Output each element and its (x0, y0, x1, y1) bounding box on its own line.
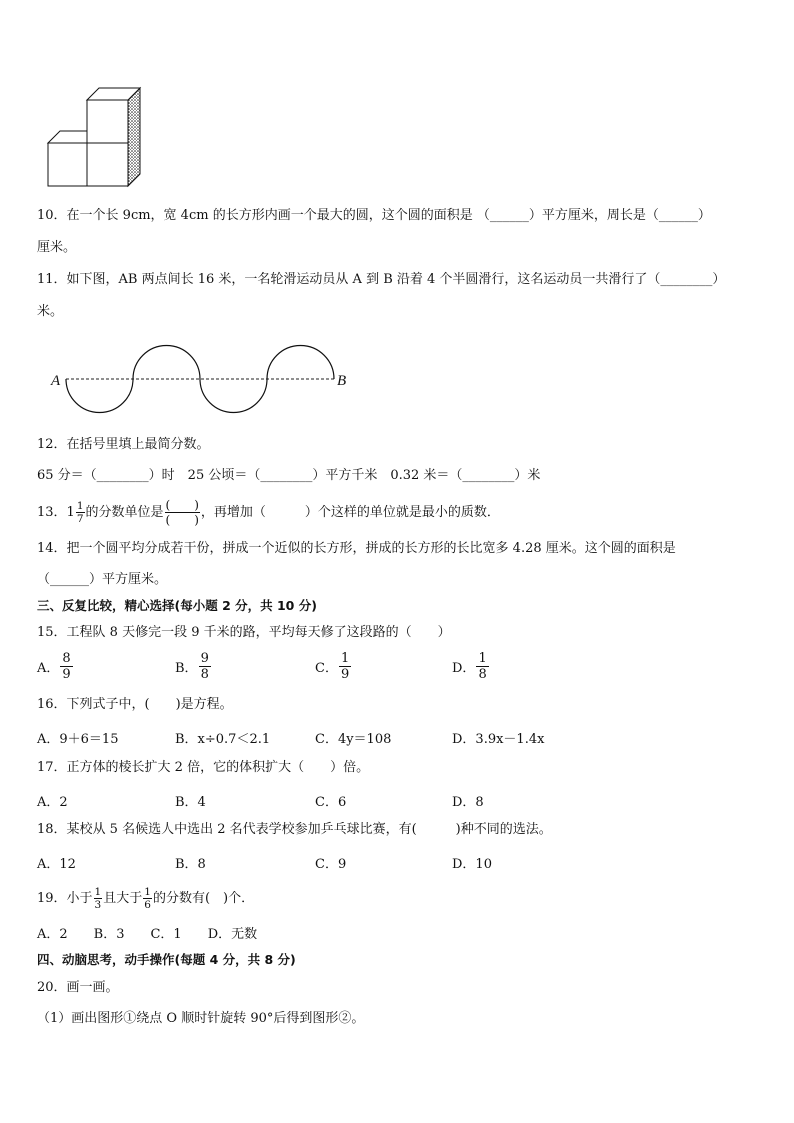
question-16: 16．下列式子中，( )是方程。 (37, 697, 233, 712)
question-12-blanks: 65 分＝（________）时 25 公顷＝（________）平方千米 0.32 米＝（________）米 (37, 468, 541, 483)
q19-options: A．2 B．3 C．1 D．无数 (37, 927, 258, 942)
q18-option-a: A．12 (37, 857, 76, 872)
q18-option-c: C．9 (315, 857, 347, 872)
section-3-title: 三、反复比较，精心选择(每小题 2 分，共 10 分) (37, 598, 317, 613)
q17-option-c: C．6 (315, 795, 347, 810)
q17-option-d: D．8 (452, 795, 484, 810)
fraction-one-sixth: $\frac{1}{6}$ (144, 885, 151, 911)
q18-option-d: D．10 (452, 857, 492, 872)
question-20: 20．画一画。 (37, 980, 119, 995)
q15-option-b: B． $\frac{9}{8}$ (175, 651, 209, 682)
question-19: 19．小于 $\frac{1}{3}$ 且大于 $\frac{1}{6}$ 的分数有( )个． (37, 885, 255, 911)
semicircle-path-figure (46, 338, 366, 422)
point-a-label: A (51, 373, 61, 389)
question-11: 11．如下图，AB 两点间长 16 米，一名轮滑运动员从 A 到 B 沿着 4 个半圆滑行，这名运动员一共滑行了（________） (37, 272, 726, 287)
q15-option-a: A． $\frac{8}{9}$ (37, 651, 71, 682)
question-20-sub1: （1）画出图形①绕点 O 顺时针旋转 90°后得到图形②。 (37, 1011, 365, 1026)
q16-option-b: B．x÷0.7＜2.1 (175, 732, 271, 747)
q18-option-b: B．8 (175, 857, 206, 872)
question-11-cont: 米。 (37, 304, 64, 319)
cube-stack-figure (44, 84, 146, 192)
question-12: 12．在括号里填上最简分数。 (37, 437, 210, 452)
q15-option-d: D． $\frac{1}{8}$ (452, 651, 487, 682)
mixed-number: 1 $\frac{1}{7}$ (66, 499, 84, 525)
q16-option-c: C．4y＝108 (315, 732, 392, 747)
q17-option-a: A．2 (37, 795, 68, 810)
question-15: 15．工程队 8 天修完一段 9 千米的路，平均每天修了这段路的（ ） (37, 625, 451, 640)
fraction-one-third: $\frac{1}{3}$ (94, 885, 102, 911)
q16-option-a: A．9＋6＝15 (37, 732, 119, 747)
q15-option-c: C． $\frac{1}{9}$ (315, 651, 350, 682)
question-13: 13．1 $\frac{1}{7}$ 的分数单位是 $\frac{( )}{( )}$ ，再增加（ ）个这样的单位就是最小的质数． (37, 498, 500, 527)
question-10-cont: 厘米。 (37, 240, 77, 255)
question-14: 14．把一个圆平均分成若干份，拼成一个近似的长方形，拼成的长方形的长比宽多 4.28 厘米。这个圆的面积是 (37, 541, 676, 556)
q16-option-d: D．3.9x－1.4x (452, 732, 545, 747)
question-17: 17．正方体的棱长扩大 2 倍，它的体积扩大（ ）倍。 (37, 760, 370, 775)
question-14-cont: （______）平方厘米。 (37, 572, 168, 587)
point-b-label: B (337, 373, 347, 389)
question-18: 18．某校从 5 名候选人中选出 2 名代表学校参加乒乓球比赛，有( )种不同的选法。 (37, 822, 552, 837)
q17-option-b: B．4 (175, 795, 206, 810)
question-10: 10．在一个长 9cm，宽 4cm 的长方形内画一个最大的圆，这个圆的面积是 （______）平方厘米，周长是（______） (37, 208, 711, 223)
fraction-unit-blank: $\frac{( )}{( )}$ (165, 498, 199, 527)
section-4-title: 四、动脑思考，动手操作(每题 4 分，共 8 分) (37, 952, 296, 967)
